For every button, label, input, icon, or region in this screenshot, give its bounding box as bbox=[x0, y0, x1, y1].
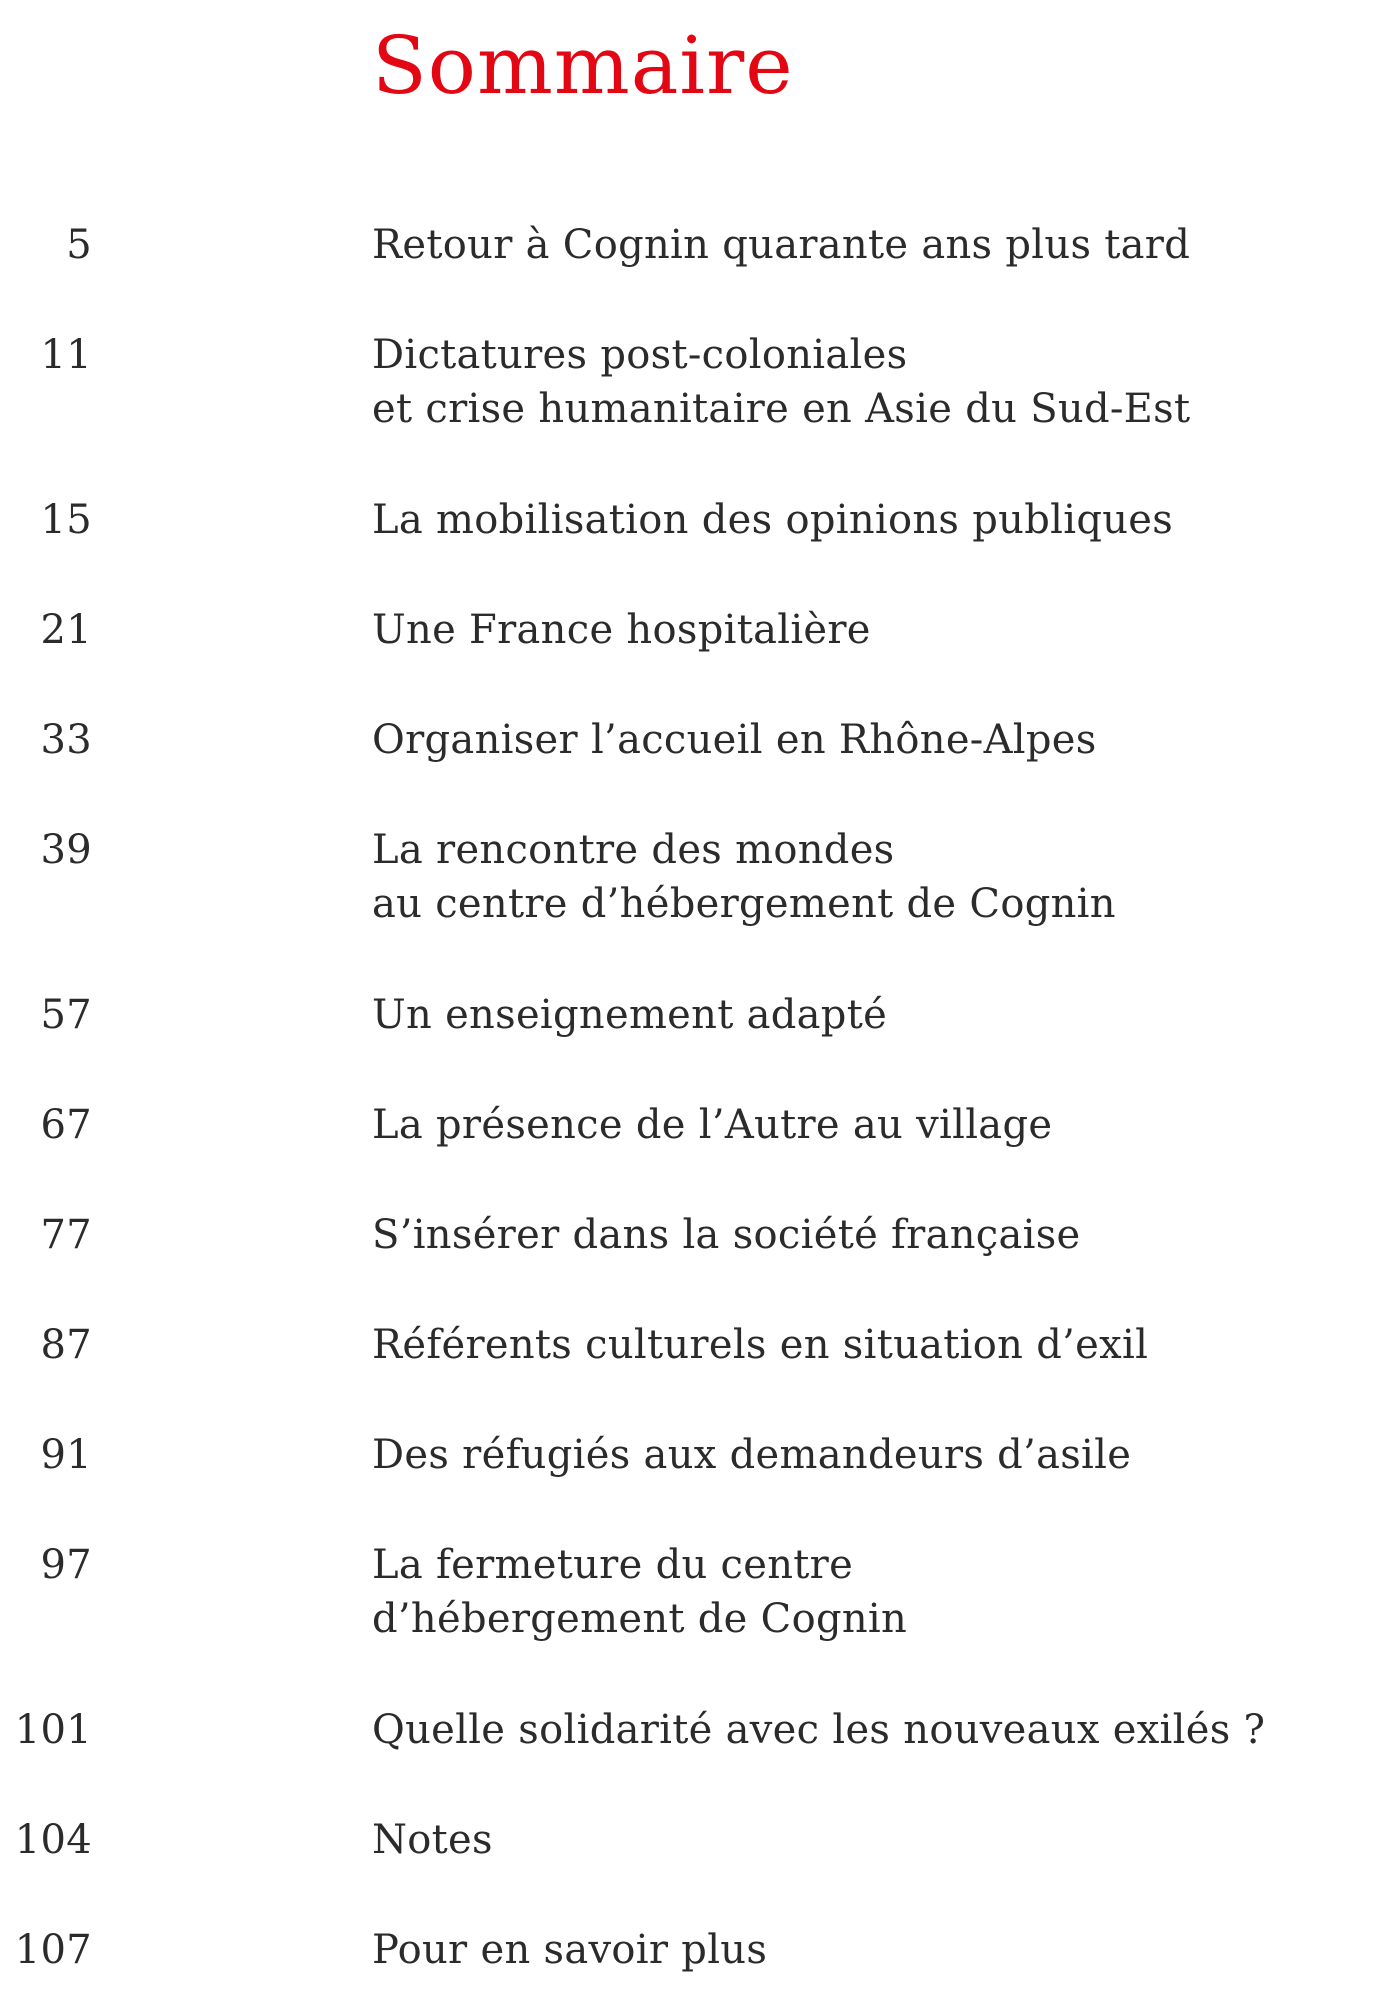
toc-page-number: 33 bbox=[40, 717, 92, 763]
toc-title-line: Pour en savoir plus bbox=[372, 1927, 768, 1973]
toc-page-number: 77 bbox=[40, 1212, 92, 1258]
toc-title-line: Des réfugiés aux demandeurs d’asile bbox=[372, 1432, 1132, 1478]
toc-title-line: La présence de l’Autre au village bbox=[372, 1102, 1053, 1148]
toc-title-line: Notes bbox=[372, 1817, 493, 1863]
toc-title-line: et crise humanitaire en Asie du Sud-Est bbox=[372, 386, 1191, 432]
toc-entry-title bbox=[372, 823, 1352, 931]
toc-title-line: Organiser l’accueil en Rhône-Alpes bbox=[372, 717, 1097, 763]
toc-entry-title bbox=[372, 988, 1352, 1042]
toc-title-line: Un enseignement adapté bbox=[372, 992, 888, 1038]
toc-entry-title bbox=[372, 1703, 1352, 1757]
toc-title-line: Une France hospitalière bbox=[372, 607, 871, 653]
toc-entry-title bbox=[372, 493, 1352, 547]
toc-title-line: d’hébergement de Cognin bbox=[372, 1596, 908, 1642]
toc-page-number: 97 bbox=[40, 1542, 92, 1588]
toc-title-line: La mobilisation des opinions publiques bbox=[372, 497, 1174, 543]
toc-title-line: Quelle solidarité avec les nouveaux exilés ? bbox=[372, 1707, 1266, 1753]
toc-entry-title bbox=[372, 1098, 1352, 1152]
toc-page-number: 87 bbox=[40, 1322, 92, 1368]
page-title: Sommaire bbox=[372, 19, 794, 112]
toc-entry-title bbox=[372, 1318, 1352, 1372]
toc-title-line: Référents culturels en situation d’exil bbox=[372, 1322, 1149, 1368]
toc-page-number: 57 bbox=[40, 992, 92, 1038]
toc-page-number: 107 bbox=[14, 1927, 92, 1973]
toc-page-number: 11 bbox=[40, 332, 92, 378]
toc-title-line: Dictatures post-coloniales bbox=[372, 332, 908, 378]
toc-page-number: 101 bbox=[14, 1707, 92, 1753]
toc-entry-title bbox=[372, 1428, 1352, 1482]
toc-page-number: 15 bbox=[40, 497, 92, 543]
toc-title-line: La fermeture du centre bbox=[372, 1542, 854, 1588]
toc-entry-title bbox=[372, 603, 1352, 657]
toc-entry-title bbox=[372, 713, 1352, 767]
toc-title-line: Retour à Cognin quarante ans plus tard bbox=[372, 222, 1191, 268]
toc-entry-title bbox=[372, 1538, 1352, 1646]
toc-entry-title bbox=[372, 218, 1352, 272]
toc-page-number: 67 bbox=[40, 1102, 92, 1148]
toc-page-number: 104 bbox=[14, 1817, 92, 1863]
toc-title-line: La rencontre des mondes bbox=[372, 827, 895, 873]
toc-title-line: au centre d’hébergement de Cognin bbox=[372, 881, 1116, 927]
toc-page-number: 91 bbox=[40, 1432, 92, 1478]
toc-page-number: 39 bbox=[40, 827, 92, 873]
toc-page-number: 5 bbox=[66, 222, 92, 268]
toc-page-number: 21 bbox=[40, 607, 92, 653]
toc-title-line: S’insérer dans la société française bbox=[372, 1212, 1081, 1258]
toc-entry-title bbox=[372, 1208, 1352, 1262]
toc-entry-title bbox=[372, 1813, 1352, 1867]
toc-entry-title bbox=[372, 328, 1352, 436]
toc-entry-title bbox=[372, 1923, 1352, 1977]
